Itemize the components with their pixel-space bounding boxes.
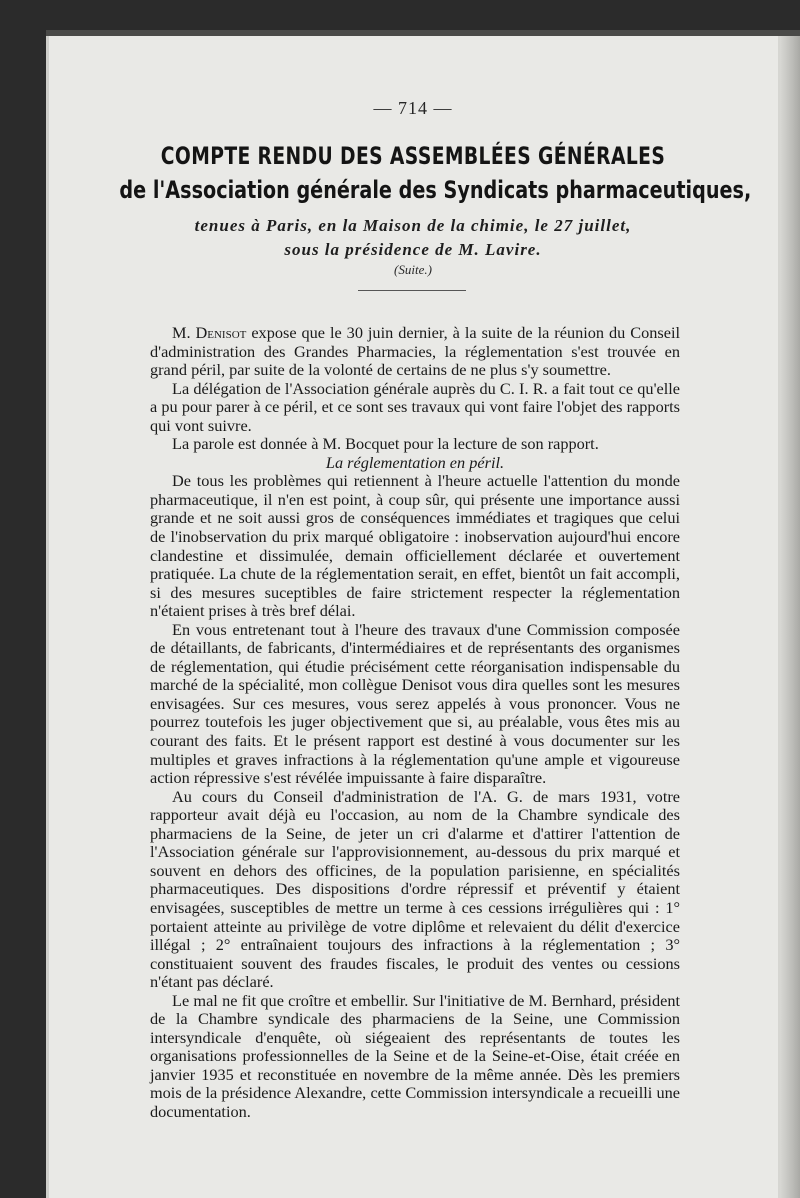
speaker-name: M. Denisot — [172, 323, 247, 342]
section-heading: La réglementation en péril. — [325, 452, 505, 472]
section-paragraph-3: Au cours du Conseil d'administration de l'A. G. de mars 1931, votre rapporteur avait déjà eu l'occasion, au nom de la Chambre syndicale des pharmaciens de la Seine, de jeter un cri d'alarme et d'attirer l'attention de l'Association générale sur l'approvisionnement, au-dessous du prix marqué et souvent en dehors des officines, de la population parisienne, en spécialités pharmaceutiques. Des dispositions d'ordre répressif et préventif y étaient envisagées, susceptibles de mettre un terme à ces cessions irrégulières qui : 1° portaient atteinte au privilège de votre diplôme et relevaient du délit d'exercice illégal ; 2° entraînaient toujours des infractions à la réglementation ; 3° constituaient souvent des fraudes fiscales, le produit des ventes ou cessions n'étant pas déclaré. — [150, 786, 680, 992]
intro-paragraph-3: La parole est donnée à M. Bocquet pour la lecture de son rapport. — [172, 434, 599, 454]
intro-paragraph-1 — [150, 324, 680, 380]
section-paragraph-2: En vous entretenant tout à l'heure des travaux d'une Commission composée de détaillants, de fabricants, d'intermédiaires et de représentants des organismes de réglementation, qui étudie précisément cette réorganisation indispensable du marché de la spécialité, mon collègue Denisot vous dira quelles sont les mesures envisagées. Sur ces mesures, vous serez appelés à vous prononcer. Vous ne pourrez toutefois les juger objectivement que si, au préalable, vous êtes mis au courant des faits. Et le présent rapport est destiné à vous documenter sur les multiples et graves infractions à la réglementation qu'une ample et vigoureuse action répressive s'est révélée impuissante à faire disparaître. — [150, 619, 680, 788]
subtitle-line-2: sous la présidence de M. Lavire. — [284, 240, 542, 259]
page-number: — 714 — — [373, 98, 453, 118]
section-paragraph-4: Le mal ne fit que croître et embellir. Sur l'initiative de M. Bernhard, président de la Chambre syndicale des pharmaciens de la Seine, une Commission intersyndicale d'enquête, où siégeaient des représentants de toutes les organisations professionnelles de la Seine et de la Seine-et-Oise, était créée en janvier 1935 et reconstituée en novembre de la même année. Dès les premiers mois de la présidence Alexandre, cette Commission intersyndicale a recueilli une documentation. — [150, 990, 680, 1121]
section-paragraph-1: De tous les problèmes qui retiennent à l'heure actuelle l'attention du monde pharmaceutique, il n'en est point, à coup sûr, qui présente une importance aussi grande et ne soit aussi gros de conséquences immédiates et tragiques que celui de l'inobservation du prix marqué obligatoire : inobservation aujourd'hui encore clandestine et dissimulée, demain officiellement déclarée et ouvertement pratiquée. La chute de la réglementation serait, en effet, bientôt un fait accompli, si des mesures suceptibles de faire strictement respecter la réglementation n'étaient prises à très bref délai. — [150, 471, 680, 621]
intro-paragraph-2: La délégation de l'Association générale auprès du C. I. R. a fait tout ce qu'elle a pu pour parer à ce péril, et ce sont ses travaux qui vont faire l'objet des rapports qui vont suivre. — [150, 378, 680, 435]
separator-rule — [358, 290, 466, 291]
page-right-edge — [780, 36, 800, 1198]
title-line-2: de l'Association générale des Syndicats pharmaceutiques, — [119, 176, 752, 204]
intro-paragraph-1-text: expose que le 30 juin dernier, à la suite de la réunion du Conseil d'administration des Grandes Pharmacies, la réglementation s'est trouvée en grand péril, par suite de la volonté de certains de ne plus s'y soumettre. — [150, 323, 680, 380]
body-text — [150, 324, 680, 1122]
suite-note: (Suite.) — [394, 262, 432, 277]
document-page — [46, 36, 780, 1198]
title-line-1: COMPTE RENDU DES ASSEMBLÉES GÉNÉRALES — [160, 142, 666, 170]
subtitle-line-1: tenues à Paris, en la Maison de la chimie, le 27 juillet, — [194, 216, 632, 235]
